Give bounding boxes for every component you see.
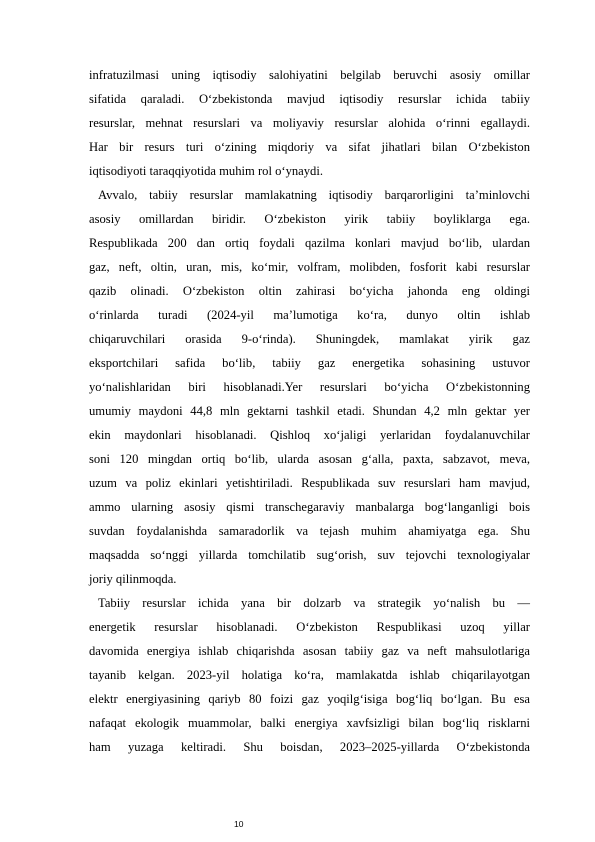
- text-line: maqsadda so‘nggi yillarda tomchilatib sug‘orish, suv tejovchi texnologiyalar: [89, 548, 530, 562]
- text-line: elektr energiyasining qariyb 80 foizi gaz yoqilg‘isiga bog‘liq bo‘lgan. Bu esa: [89, 692, 530, 706]
- text-line: o‘rinlarda turadi (2024-yil ma’lumotiga ko‘ra, dunyo oltin ishlab: [89, 308, 530, 322]
- text-line: nafaqat ekologik muammolar, balki energiya xavfsizligi bilan bog‘liq risklarni: [89, 716, 530, 730]
- paragraph: [89, 591, 530, 759]
- text-line: ham yuzaga keltiradi. Shu boisdan, 2023–2025-yillarda O‘zbekistonda: [89, 740, 530, 754]
- text-line: sifatida qaraladi. O‘zbekistonda mavjud iqtisodiy resurslar ichida tabiiy: [89, 92, 530, 106]
- text-line: soni 120 mingdan ortiq bo‘lib, ularda asosan g‘alla, paxta, sabzavot, meva,: [89, 452, 530, 466]
- text-line: eksportchilari safida bo‘lib, tabiiy gaz energetika sohasining ustuvor: [89, 356, 530, 370]
- text-line: chiqaruvchilari orasida 9-o‘rinda). Shuningdek, mamlakat yirik gaz: [89, 332, 530, 346]
- text-line: Avvalo, tabiiy resurslar mamlakatning iqtisodiy barqarorligini ta’minlovchi: [98, 188, 530, 202]
- text-line: yo‘nalishlaridan biri hisoblanadi.Yer resurslari bo‘yicha O‘zbekistonning: [89, 380, 530, 394]
- text-line: infratuzilmasi uning iqtisodiy salohiyatini belgilab beruvchi asosiy omillar: [89, 68, 530, 82]
- paragraph: [89, 183, 530, 591]
- text-line: Tabiiy resurslar ichida yana bir dolzarb va strategik yo‘nalish bu —: [98, 596, 530, 610]
- text-line: Respublikada 200 dan ortiq foydali qazilma konlari mavjud bo‘lib, ulardan: [89, 236, 530, 250]
- body-text: [89, 63, 530, 759]
- text-line: qazib olinadi. O‘zbekiston oltin zahirasi bo‘yicha jahonda eng oldingi: [89, 284, 530, 298]
- text-line: suvdan foydalanishda samaradorlik va tejash muhim ahamiyatga ega. Shu: [89, 524, 530, 538]
- text-line: uzum va poliz ekinlari yetishtiriladi. Respublikada suv resurslari ham mavjud,: [89, 476, 530, 490]
- text-line: davomida energiya ishlab chiqarishda asosan tabiiy gaz va neft mahsulotlariga: [89, 644, 530, 658]
- text-line: ekin maydonlari hisoblanadi. Qishloq xo‘jaligi yerlaridan foydalanuvchilar: [89, 428, 530, 442]
- text-line: gaz, neft, oltin, uran, mis, ko‘mir, volfram, molibden, fosforit kabi resurslar: [89, 260, 530, 274]
- page-number: 10: [234, 819, 244, 829]
- text-line: resurslar, mehnat resurslari va moliyaviy resurslar alohida o‘rinni egallaydi.: [89, 116, 530, 130]
- text-line: tayanib kelgan. 2023-yil holatiga ko‘ra, mamlakatda ishlab chiqarilayotgan: [89, 668, 530, 682]
- text-line: umumiy maydoni 44,8 mln gektarni tashkil etadi. Shundan 4,2 mln gektar yer: [89, 404, 530, 418]
- text-line: ammo ularning asosiy qismi transchegaraviy manbalarga bog‘langanligi bois: [89, 500, 530, 514]
- text-line: Har bir resurs turi o‘zining miqdoriy va sifat jihatlari bilan O‘zbekiston: [89, 140, 530, 154]
- text-line: asosiy omillardan biridir. O‘zbekiston yirik tabiiy boyliklarga ega.: [89, 212, 530, 226]
- text-line: joriy qilinmoqda.: [89, 572, 177, 586]
- text-line: energetik resurslar hisoblanadi. O‘zbekiston Respublikasi uzoq yillar: [89, 620, 530, 634]
- text-line: iqtisodiyoti taraqqiyotida muhim rol o‘ynaydi.: [89, 164, 324, 178]
- paragraph: [89, 63, 530, 183]
